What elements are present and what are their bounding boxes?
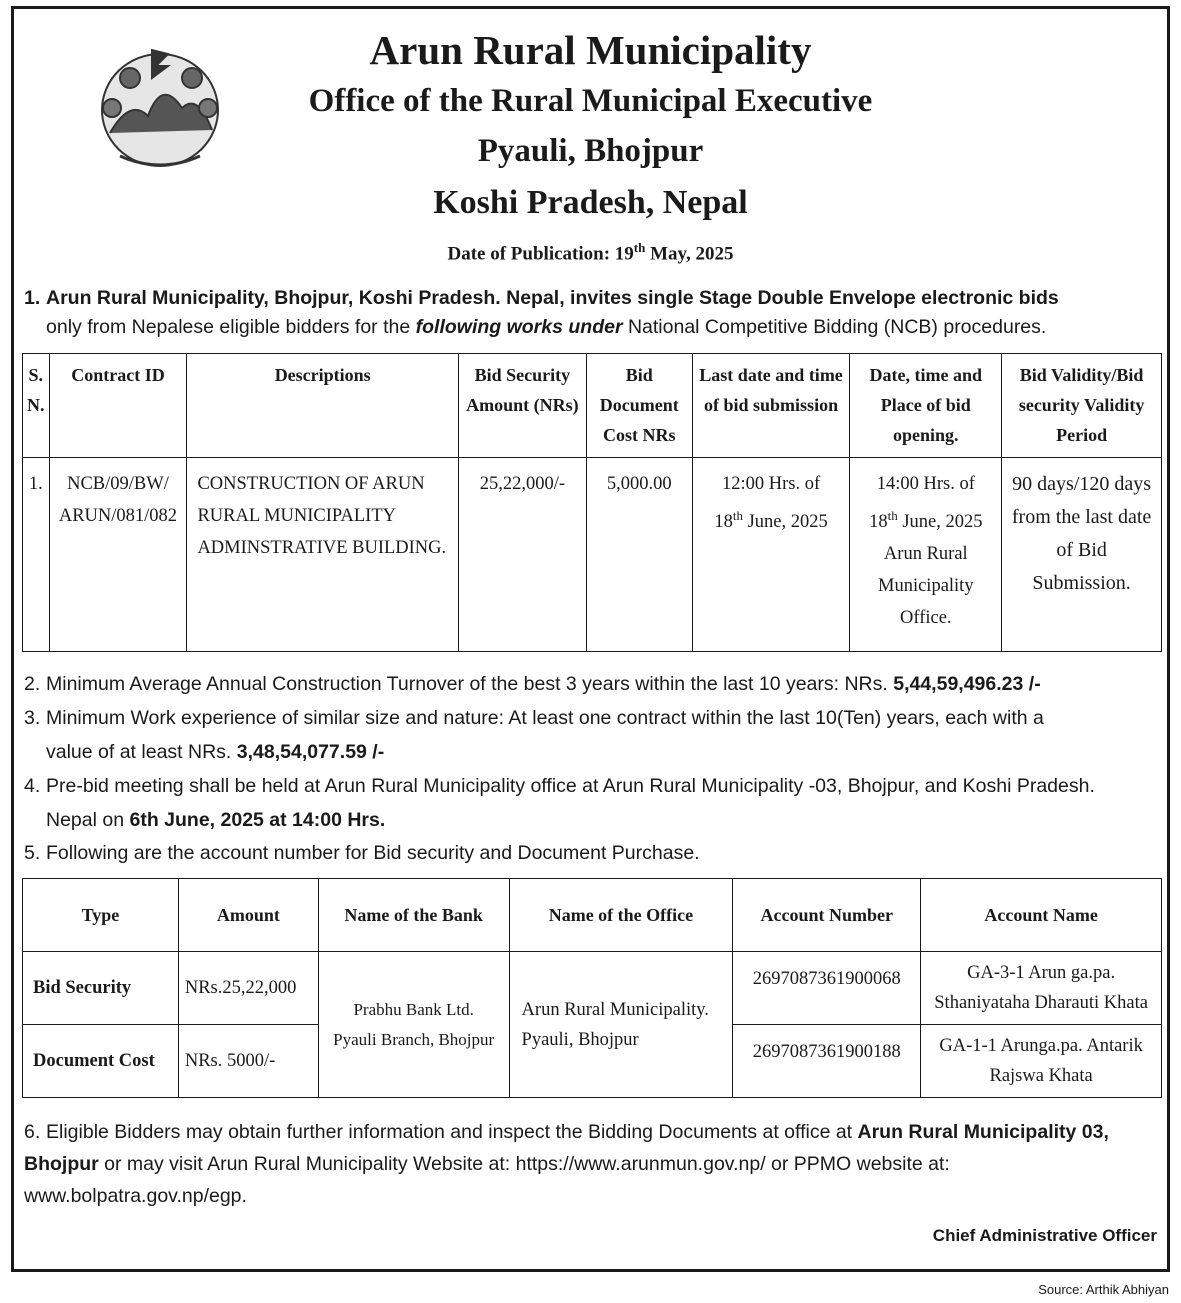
paragraph-invitation: 1. Arun Rural Municipality, Bhojpur, Koshi Pradesh. Nepal, invites single Stage Double Envelope electronic bids only from Nepalese eligible bidders for the following works under National Competitive Bidding (NCB) procedures. bbox=[24, 287, 1059, 338]
cell-submission: 12:00 Hrs. of 18th June, 2025 bbox=[692, 458, 850, 652]
cell-type: Bid Security bbox=[23, 952, 179, 1025]
cell-account-name: GA-3-1 Arun ga.pa. Sthaniyataha Dharauti Khata bbox=[921, 952, 1162, 1025]
office-address: Pyauli, Bhojpur bbox=[477, 133, 704, 169]
source-credit: Source: Arthik Abhiyan bbox=[1038, 1282, 1169, 1297]
cell-contract-id: NCB/09/BW/ ARUN/081/082 bbox=[49, 458, 187, 652]
cell-type: Document Cost bbox=[23, 1025, 179, 1098]
header-office: Name of the Office bbox=[509, 879, 733, 952]
cell-description: CONSTRUCTION OF ARUN RURAL MUNICIPALITY ADMINSTRATIVE BUILDING. bbox=[187, 458, 459, 652]
cell-sn: 1. bbox=[23, 458, 50, 652]
header-account-number: Account Number bbox=[733, 879, 921, 952]
paragraph-experience: 3. Minimum Work experience of similar size and nature: At least one contract within the last 10(Ten) years, each with a value of at least NRs. 3,48,54,077.59 /- bbox=[24, 707, 1044, 763]
cell-validity: 90 days/120 days from the last date of Bid Submission. bbox=[1002, 458, 1162, 652]
cell-account-number: 2697087361900068 bbox=[733, 952, 921, 1025]
table-row bbox=[23, 458, 1162, 652]
cell-account-number: 2697087361900188 bbox=[733, 1025, 921, 1098]
signoff: Chief Administrative Officer bbox=[932, 1226, 1157, 1245]
header-descriptions: Descriptions bbox=[187, 354, 459, 458]
header-type: Type bbox=[23, 879, 179, 952]
cell-amount: NRs. 5000/- bbox=[178, 1025, 318, 1098]
cell-bid-security: 25,22,000/- bbox=[458, 458, 586, 652]
header-sn: S. N. bbox=[23, 354, 50, 458]
header-contract-id: Contract ID bbox=[49, 354, 187, 458]
cell-bank: Prabhu Bank Ltd. Pyauli Branch, Bhojpur bbox=[318, 952, 509, 1098]
accounts-table bbox=[22, 878, 1162, 1098]
works-table bbox=[22, 353, 1162, 652]
paragraph-prebid: 4. Pre-bid meeting shall be held at Arun Rural Municipality office at Arun Rural Municipality -03, Bhojpur, and Koshi Pradesh. Nepal on 6th June, 2025 at 14:00 Hrs. bbox=[24, 775, 1095, 831]
municipality-title: Arun Rural Municipality bbox=[369, 27, 812, 73]
paragraph-accounts: 5. Following are the account number for Bid security and Document Purchase. bbox=[24, 842, 700, 864]
table-row bbox=[23, 952, 1162, 1025]
header-last-date: Last date and time of bid submission bbox=[692, 354, 850, 458]
cell-account-name: GA-1-1 Arunga.pa. Antarik Rajswa Khata bbox=[921, 1025, 1162, 1098]
table-header-row bbox=[23, 354, 1162, 458]
paragraph-further-info: 6. Eligible Bidders may obtain further information and inspect the Bidding Documents at office at Arun Rural Municipality 03, Bhojpur or may visit Arun Rural Municipality Website at: https://www.arunmun.gov.np/ or PPMO website at: www.bolpatra.gov.np/egp. bbox=[24, 1121, 1109, 1207]
office-title: Office of the Rural Municipal Executive bbox=[308, 83, 873, 119]
header-validity: Bid Validity/Bid security Validity Period bbox=[1002, 354, 1162, 458]
header-opening: Date, time and Place of bid opening. bbox=[850, 354, 1002, 458]
header-amount: Amount bbox=[178, 879, 318, 952]
cell-amount: NRs.25,22,000 bbox=[178, 952, 318, 1025]
cell-opening: 14:00 Hrs. of 18th June, 2025 Arun Rural Municipality Office. bbox=[850, 458, 1002, 652]
publication-date: Date of Publication: 19th May, 2025 bbox=[447, 240, 734, 265]
header-account-name: Account Name bbox=[921, 879, 1162, 952]
province-country: Koshi Pradesh, Nepal bbox=[433, 184, 748, 221]
cell-doc-cost: 5,000.00 bbox=[586, 458, 692, 652]
header-bid-security: Bid Security Amount (NRs) bbox=[458, 354, 586, 458]
table-header-row bbox=[23, 879, 1162, 952]
paragraph-turnover: 2. Minimum Average Annual Construction Turnover of the best 3 years within the last 10 years: NRs. 5,44,59,496.23 /- bbox=[24, 673, 1041, 695]
cell-office: Arun Rural Municipality. Pyauli, Bhojpur bbox=[509, 952, 733, 1098]
header-bank: Name of the Bank bbox=[318, 879, 509, 952]
header-doc-cost: Bid Document Cost NRs bbox=[586, 354, 692, 458]
